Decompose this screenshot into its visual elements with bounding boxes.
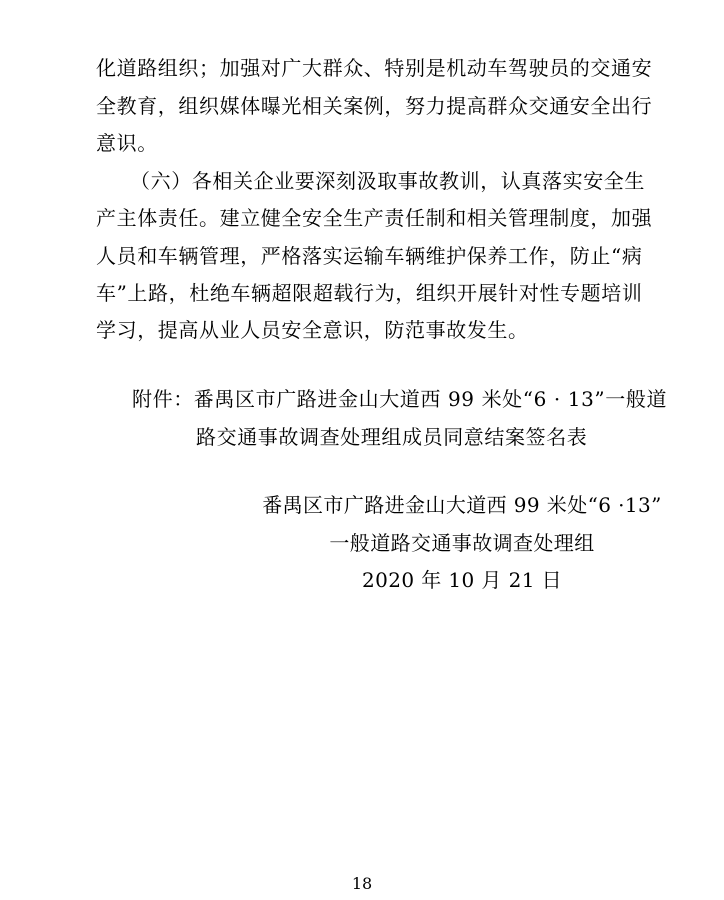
paragraph-continuation-line-3: 意识。 [96,131,158,155]
page-number: 18 [351,874,373,893]
paragraph-continuation-line-2: 全教育，组织媒体曝光相关案例，努力提高群众交通安全出行 [96,94,653,118]
paragraph-six-line-3: 人员和车辆管理，严格落实运输车辆维护保养工作，防止“病 [96,244,643,268]
attachment-line-1: 附件：番禺区市广路进金山大道西 99 米处“6 · 13”一般道 [132,387,668,411]
paragraph-six-line-4: 车”上路，杜绝车辆超限超载行为，组织开展针对性专题培训 [96,281,643,305]
paragraph-six-line-5: 学习，提高从业人员安全意识，防范事故发生。 [96,318,529,342]
paragraph-six-line-1: （六）各相关企业要深刻汲取事故教训，认真落实安全生 [130,169,645,193]
paragraph-six-line-2: 产主体责任。建立健全安全生产责任制和相关管理制度，加强 [96,206,653,230]
signature-org-line-1: 番禺区市广路进金山大道西 99 米处“6 ·13” [262,493,662,517]
signature-org-line-2: 一般道路交通事故调查处理组 [329,531,595,555]
attachment-line-2: 路交通事故调查处理组成员同意结案签名表 [196,425,588,449]
paragraph-continuation-line-1: 化道路组织；加强对广大群众、特别是机动车驾驶员的交通安 [96,56,653,80]
signature-date: 2020 年 10 月 21 日 [362,568,562,592]
